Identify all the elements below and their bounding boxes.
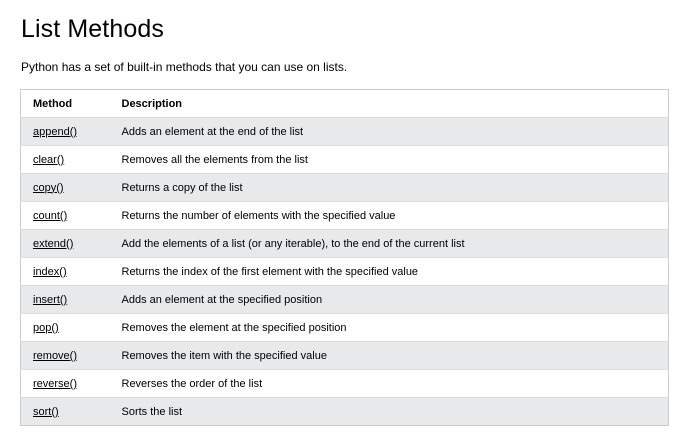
method-link-append[interactable]: append() bbox=[33, 125, 78, 138]
description-cell: Removes the item with the specified value bbox=[110, 342, 669, 370]
method-cell bbox=[21, 314, 110, 342]
method-cell bbox=[21, 230, 110, 258]
method-link-reverse[interactable]: reverse() bbox=[33, 377, 78, 390]
method-link-clear[interactable]: clear() bbox=[33, 153, 65, 166]
method-cell bbox=[21, 286, 110, 314]
description-cell: Returns the number of elements with the specified value bbox=[110, 202, 669, 230]
description-cell: Returns a copy of the list bbox=[110, 174, 669, 202]
description-cell: Add the elements of a list (or any iterable), to the end of the current list bbox=[110, 230, 669, 258]
table-body bbox=[21, 118, 669, 426]
method-cell bbox=[21, 146, 110, 174]
column-header-description: Description bbox=[110, 90, 669, 118]
table-row bbox=[21, 342, 669, 370]
table-row bbox=[21, 370, 669, 398]
method-cell bbox=[21, 118, 110, 146]
description-cell: Adds an element at the end of the list bbox=[110, 118, 669, 146]
method-cell bbox=[21, 258, 110, 286]
method-link-pop[interactable]: pop() bbox=[33, 321, 59, 334]
table-row bbox=[21, 174, 669, 202]
table-header bbox=[21, 90, 669, 118]
method-link-index[interactable]: index() bbox=[33, 265, 67, 278]
description-cell: Reverses the order of the list bbox=[110, 370, 669, 398]
description-cell: Returns the index of the first element with the specified value bbox=[110, 258, 669, 286]
method-cell bbox=[21, 342, 110, 370]
method-cell bbox=[21, 202, 110, 230]
column-header-method: Method bbox=[21, 90, 110, 118]
table-row bbox=[21, 258, 669, 286]
description-cell: Removes the element at the specified position bbox=[110, 314, 669, 342]
table-row bbox=[21, 146, 669, 174]
description-cell: Sorts the list bbox=[110, 398, 669, 426]
table-row bbox=[21, 398, 669, 426]
intro-text: Python has a set of built-in methods that you can use on lists. bbox=[21, 60, 348, 74]
table-row bbox=[21, 202, 669, 230]
description-cell: Removes all the elements from the list bbox=[110, 146, 669, 174]
method-link-sort[interactable]: sort() bbox=[33, 405, 59, 418]
method-link-copy[interactable]: copy() bbox=[33, 181, 64, 194]
table-row bbox=[21, 230, 669, 258]
method-link-remove[interactable]: remove() bbox=[33, 349, 78, 362]
method-cell bbox=[21, 398, 110, 426]
table-row bbox=[21, 286, 669, 314]
table-row bbox=[21, 118, 669, 146]
list-methods-table bbox=[20, 89, 669, 426]
method-link-insert[interactable]: insert() bbox=[33, 293, 68, 306]
method-link-count[interactable]: count() bbox=[33, 209, 68, 222]
method-link-extend[interactable]: extend() bbox=[33, 237, 74, 250]
method-cell bbox=[21, 174, 110, 202]
table-header-row bbox=[21, 90, 669, 118]
method-cell bbox=[21, 370, 110, 398]
table-row bbox=[21, 314, 669, 342]
page-title: List Methods bbox=[21, 15, 164, 43]
description-cell: Adds an element at the specified position bbox=[110, 286, 669, 314]
